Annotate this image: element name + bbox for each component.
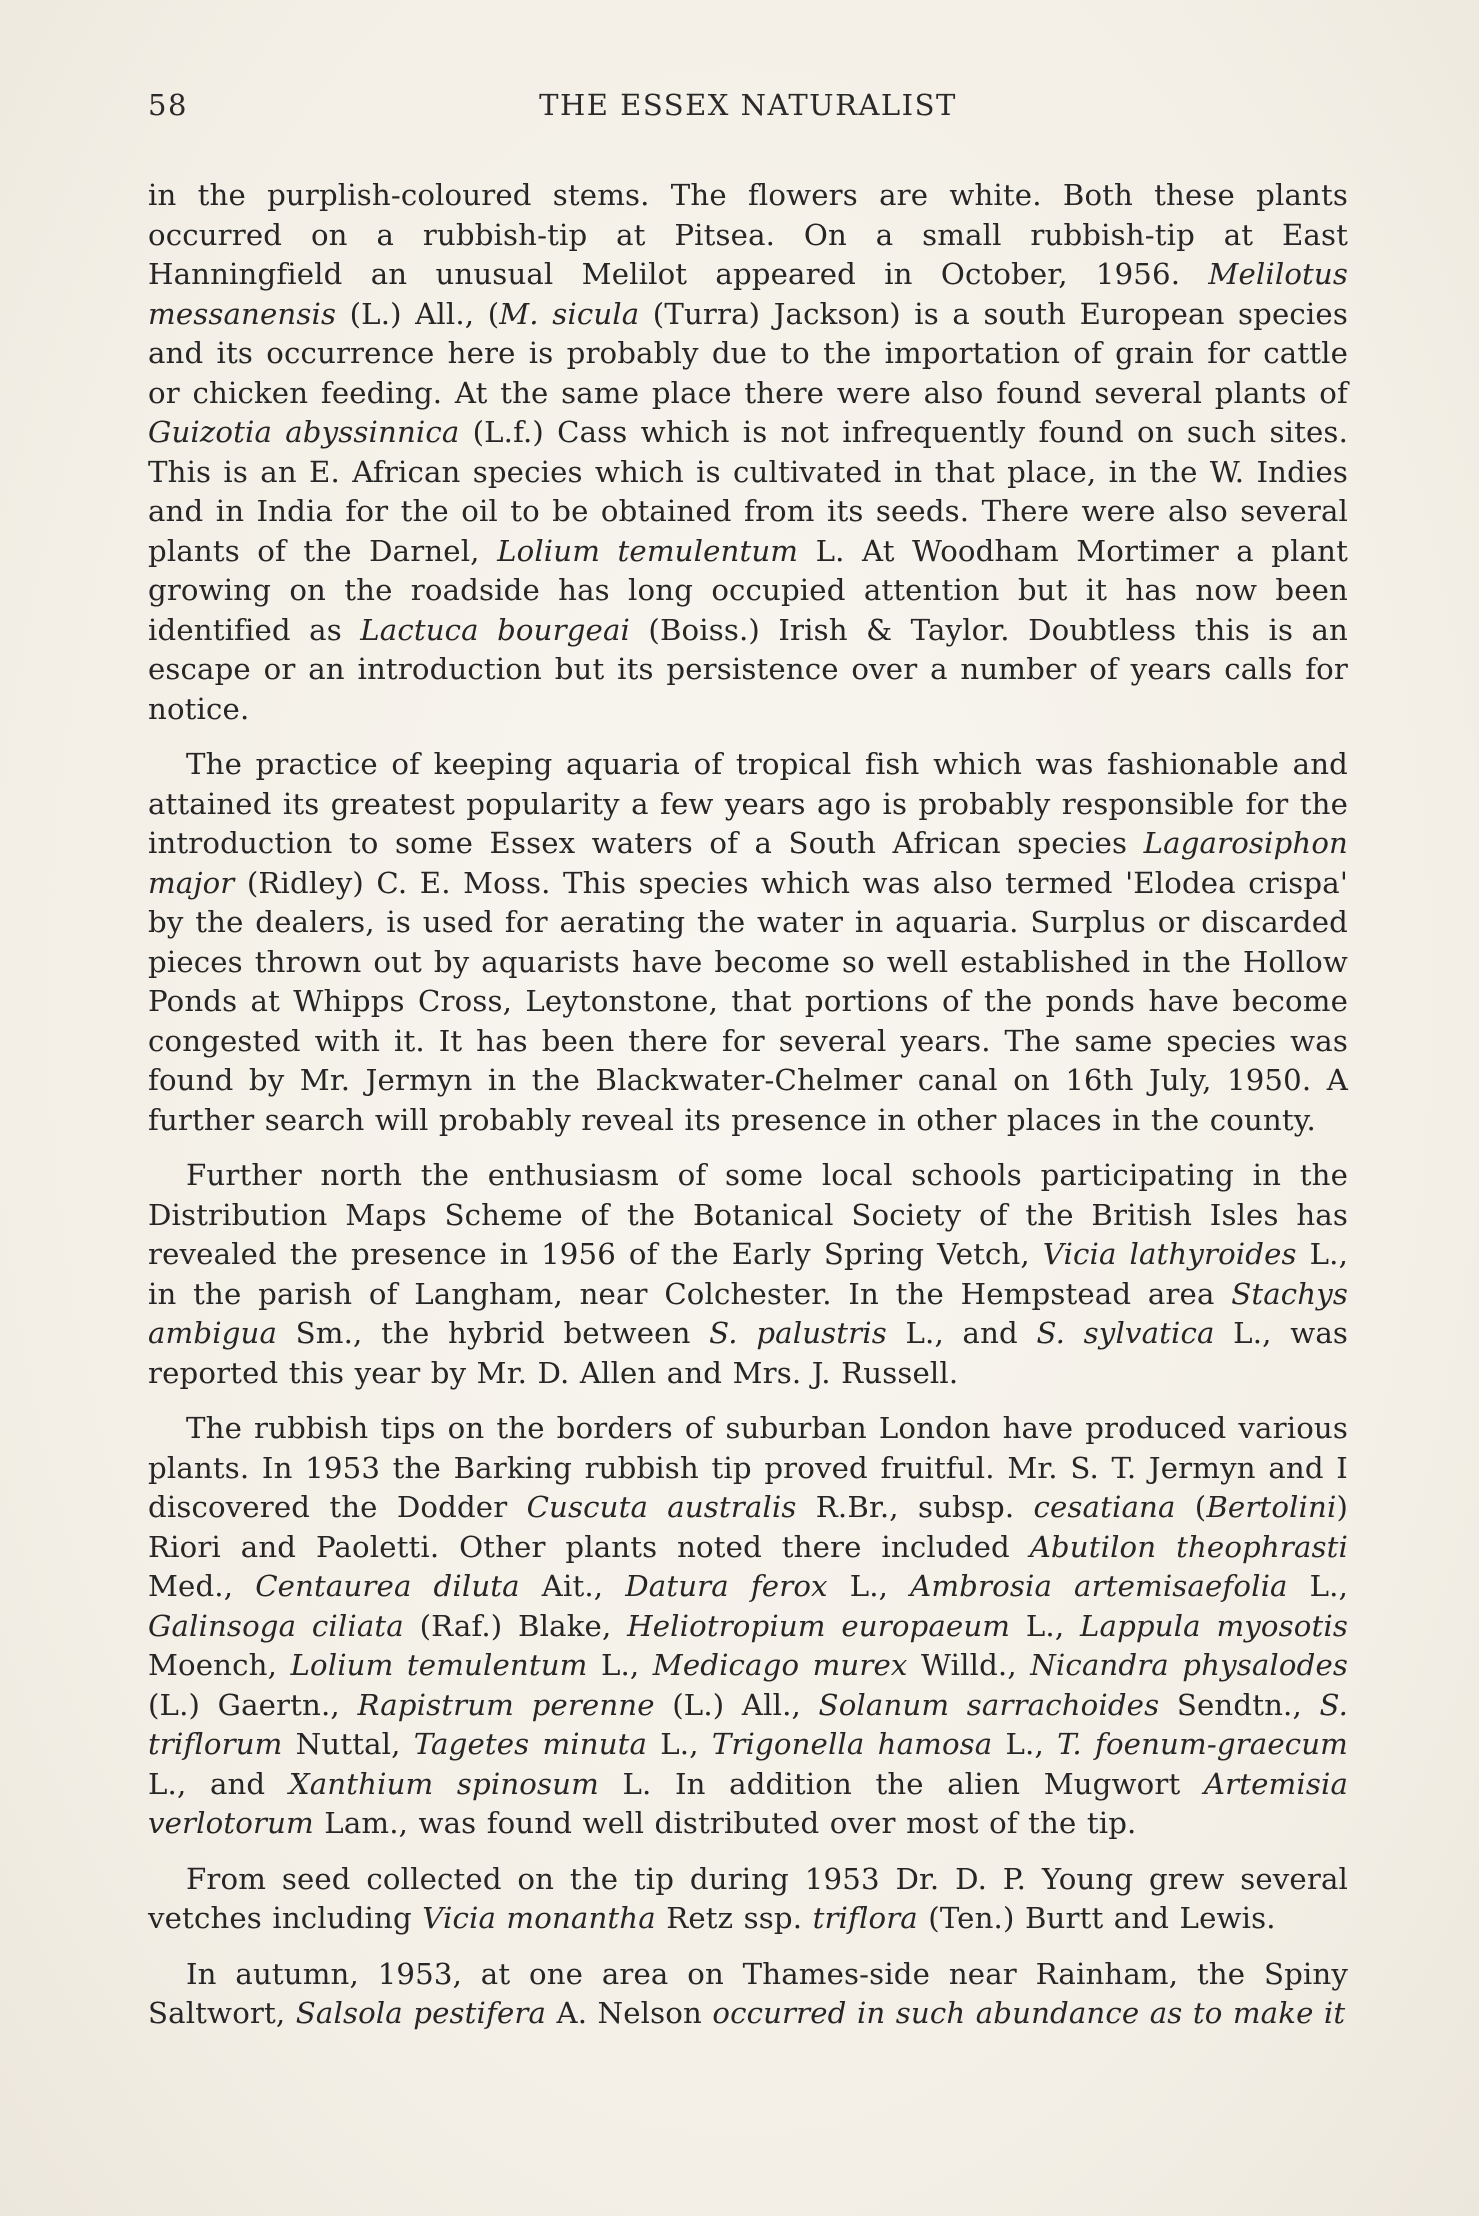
italic-run: Cuscuta australis (526, 1490, 797, 1524)
italic-run: Ambrosia artemisaefolia (910, 1569, 1288, 1603)
italic-run: Trigonella hamosa (711, 1727, 993, 1761)
text-run: L., (1287, 1569, 1349, 1603)
text-run: R.Br., subsp. (796, 1490, 1034, 1524)
italic-run: S. triflorum (148, 1687, 1349, 1761)
text-run: From seed collected on the tip during 1953 Dr. D. P. Young grew several vetches including (148, 1861, 1348, 1935)
paragraph (148, 1409, 1348, 1844)
paragraph (148, 745, 1348, 1140)
text-run: in the purplish-coloured stems. The flowers are white. Both these plants occurred on a rubbish-tip at Pitsea. On a small rubbish-tip at East Hanningfield an unusual Melilot appeared in October, 1956. (148, 178, 1348, 291)
text-run: L., (827, 1569, 911, 1603)
paragraph (148, 1860, 1348, 1939)
italic-run: S. palustris (709, 1316, 887, 1350)
italic-run: Vicia monantha (422, 1901, 656, 1935)
page-number: 58 (148, 88, 188, 122)
page-header (148, 88, 1348, 132)
italic-run: Xanthium spinosum (288, 1766, 599, 1801)
text-run: L., in the parish of Langham, near Colchester. In the Hempstead area (148, 1237, 1348, 1311)
italic-run: occurred in such abundance as to make it (712, 1996, 1346, 2030)
italic-run: Centaurea diluta (255, 1569, 520, 1603)
text-run: Sendtn., (1159, 1687, 1320, 1722)
italic-run: triflora (812, 1901, 918, 1935)
italic-run: Melilotus messanensis (148, 257, 1348, 331)
text-run: ( (1175, 1490, 1207, 1524)
running-title: THE ESSEX NATURALIST (539, 88, 957, 122)
italic-run: T. foenum-graecum (1057, 1727, 1349, 1761)
paragraph (148, 1955, 1348, 2034)
text-run: L., and (886, 1316, 1037, 1350)
text-run: The practice of keeping aquaria of tropical fish which was fashionable and attained its greatest popularity a few years ago is probably responsible for the introduction to some Essex waters of a South African species (148, 747, 1348, 860)
text-run: In autumn, 1953, at one area on Thames-side near Rainham, the Spiny Saltwort, (148, 1956, 1348, 2030)
text-run: (Ten.) Burtt and Lewis. (917, 1901, 1276, 1935)
italic-run: Artemisia verlotorum (148, 1766, 1349, 1840)
text-run: L., (647, 1727, 712, 1761)
text-run: A. Nelson (546, 1996, 713, 2030)
text-run: Sm., the hybrid between (277, 1316, 710, 1350)
text-run: L., (992, 1727, 1058, 1761)
italic-run: Lagarosiphon major (148, 826, 1348, 900)
italic-run: Guizotia abyssinnica (148, 415, 460, 449)
text-run: Ait., (519, 1569, 626, 1603)
text-run: Med., (148, 1569, 256, 1603)
italic-run: Datura ferox (625, 1569, 828, 1603)
text-run: (L.) All., ( (336, 296, 500, 331)
text-run: (Turra) Jackson) is a south European species and its occurrence here is probably due to the importation of grain for cattle or chicken feeding. At the same place there were also found several plants of (148, 296, 1348, 410)
italic-run: S. sylvatica (1036, 1316, 1215, 1350)
italic-run: Bertolini (1206, 1490, 1337, 1524)
italic-run: Tagetes minuta (413, 1727, 648, 1761)
italic-run: Rapistrum perenne (357, 1687, 655, 1722)
italic-run: Lolium temulentum (290, 1648, 588, 1682)
text-run: L., (1010, 1608, 1080, 1643)
italic-run: Nicandra physalodes (1030, 1648, 1349, 1682)
italic-run: cesatiana (1033, 1490, 1176, 1524)
italic-run: Lappula myosotis (1079, 1608, 1348, 1643)
text-run: The rubbish tips on the borders of suburban London have produced various plants. In 1953 the Barking rubbish tip proved fruitful. Mr. S. T. Jermyn and I discovered the Dodder (148, 1411, 1348, 1524)
italic-run: Vicia lathyroides (1042, 1237, 1297, 1271)
text-run: ) Riori and Paoletti. Other plants noted there included (148, 1490, 1348, 1564)
italic-run: Medicago murex (652, 1648, 908, 1682)
italic-run: Stachys ambigua (148, 1276, 1348, 1350)
italic-run: Heliotropium europaeum (627, 1608, 1011, 1643)
text-run: Nuttal, (282, 1727, 414, 1761)
text-run: (L.) All., (654, 1687, 819, 1722)
text-run: L. In addition the alien Mugwort (598, 1766, 1204, 1801)
text-run: Further north the enthusiasm of some local schools participating in the Distribution Maps Scheme of the Botanical Society of the British Isles has revealed the presence in 1956 of the Early Spring Vetch, (148, 1158, 1348, 1271)
text-run: L. At Woodham Mortimer a plant growing on the roadside has long occupied attention but it has now been identified as (148, 533, 1348, 647)
text-run: (Ridley) C. E. Moss. This species which was also termed 'Elodea crispa' by the dealers, is used for aerating the water in aquaria. Surplus or discarded pieces thrown out by aquarists have become so well established in the Hollow Ponds at Whipps Cross, Leytonstone, that portions of the ponds have become congested with it. It has been there for several years. The same species was found by Mr. Jermyn in the Blackwater-Chelmer canal on 16th July, 1950. A further search will probably reveal its presence in other places in the county. (148, 865, 1348, 1137)
text-run: Retz ssp. (655, 1901, 813, 1935)
text-run: L., and (148, 1766, 289, 1801)
text-run: (L.) Gaertn., (148, 1687, 358, 1722)
italic-run: Solanum sarrachoides (818, 1687, 1160, 1722)
italic-run: Galinsoga ciliata (148, 1608, 404, 1643)
italic-run: Salsola pestifera (295, 1996, 547, 2030)
text-run: L., was reported this year by Mr. D. Allen and Mrs. J. Russell. (148, 1316, 1349, 1390)
italic-run: Lolium temulentum (497, 533, 799, 568)
text-run: (Boiss.) Irish & Taylor. Doubtless this is an escape or an introduction but its persistence over a number of years calls for notice. (148, 612, 1348, 726)
italic-run: Abutilon theophrasti (1029, 1529, 1348, 1564)
text-run: Willd., (907, 1648, 1031, 1682)
paragraph (148, 176, 1348, 729)
text-run: L., (587, 1648, 653, 1682)
text-run: Moench, (148, 1648, 291, 1682)
paragraph (148, 1156, 1348, 1393)
body-text (148, 176, 1348, 2050)
italic-run: M. sicula (499, 296, 640, 331)
text-run: (L.f.) Cass which is not infrequently found on such sites. This is an E. African species which is cultivated in that place, in the W. Indies and in India for the oil to be obtained from its seeds. There were also several plants of the Darnel, (148, 415, 1348, 568)
text-run: (Raf.) Blake, (403, 1608, 628, 1643)
italic-run: Lactuca bourgeai (360, 612, 630, 647)
text-run: Lam., was found well distributed over most of the tip. (313, 1806, 1137, 1840)
